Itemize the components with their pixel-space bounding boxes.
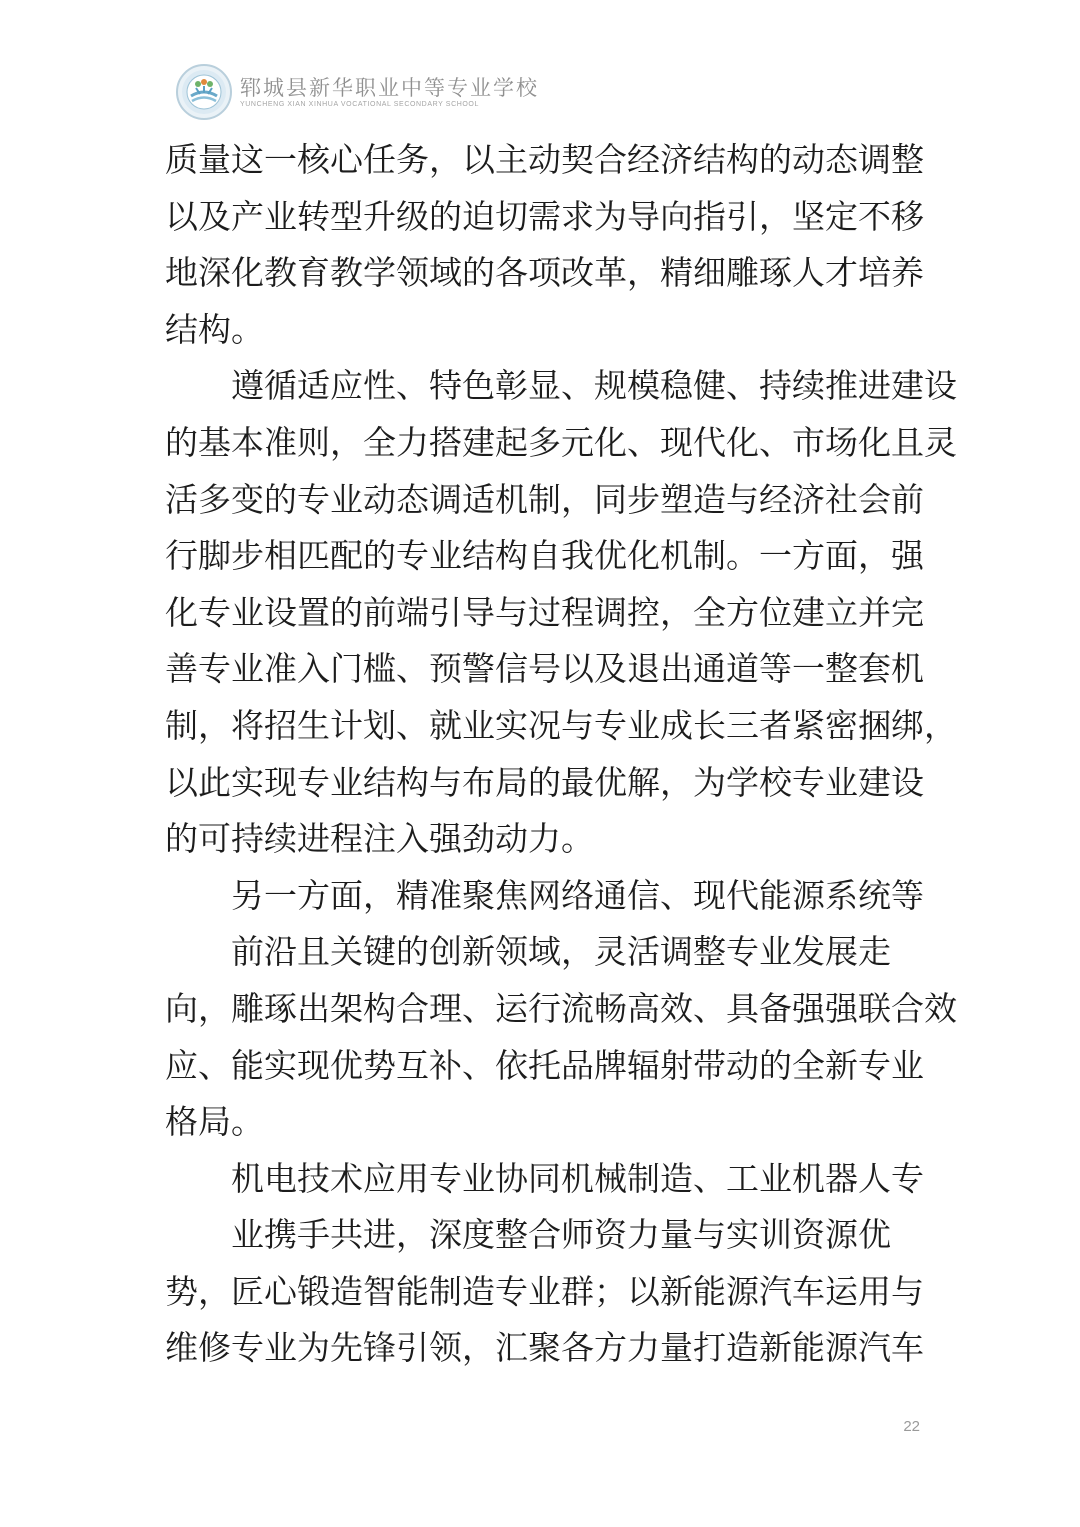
page-header bbox=[176, 64, 539, 120]
document-body bbox=[165, 132, 957, 1377]
text-line: 机电技术应用专业协同机械制造、工业机器人专 bbox=[165, 1158, 924, 1198]
text-line: 以及产业转型升级的迫切需求为导向指引，坚定不移 bbox=[165, 196, 924, 236]
text-line: 活多变的专业动态调适机制，同步塑造与经济社会前 bbox=[165, 479, 924, 519]
text-line: 另一方面，精准聚焦网络通信、现代能源系统等 bbox=[165, 875, 924, 915]
text-line: 质量这一核心任务，以主动契合经济结构的动态调整 bbox=[165, 140, 924, 179]
text-line: 以此实现专业结构与布局的最优解，为学校专业建设 bbox=[165, 762, 924, 802]
text-line: 应、能实现优势互补、依托品牌辐射带动的全新专业 bbox=[165, 1045, 924, 1085]
text-line: 格局。 bbox=[165, 1102, 264, 1142]
school-name: 郓城县新华职业中等专业学校 bbox=[240, 75, 539, 100]
school-name-english: YUNCHENG XIAN XINHUA VOCATIONAL SECONDARY SCHOOL bbox=[240, 100, 479, 108]
school-name-block bbox=[240, 76, 539, 109]
text-line: 化专业设置的前端引导与过程调控，全方位建立并完 bbox=[165, 592, 924, 632]
text-line: 地深化教育教学领域的各项改革，精细雕琢人才培养 bbox=[165, 253, 924, 293]
page-number: 22 bbox=[903, 1418, 920, 1435]
text-line: 势，匠心锻造智能制造专业群；以新能源汽车运用与 bbox=[165, 1271, 924, 1311]
text-line: 向，雕琢出架构合理、运行流畅高效、具备强强联合效 bbox=[165, 988, 957, 1028]
text-line: 制，将招生计划、就业实况与专业成长三者紧密捆绑， bbox=[165, 705, 957, 745]
text-line: 行脚步相匹配的专业结构自我优化机制。一方面，强 bbox=[165, 536, 924, 576]
text-line: 维修专业为先锋引领，汇聚各方力量打造新能源汽车 bbox=[165, 1328, 924, 1368]
school-logo-icon bbox=[176, 64, 232, 120]
text-line: 结构。 bbox=[165, 309, 264, 349]
text-line: 遵循适应性、特色彰显、规模稳健、持续推进建设 bbox=[165, 366, 957, 406]
text-line: 的基本准则，全力搭建起多元化、现代化、市场化且灵 bbox=[165, 422, 957, 462]
text-line: 业携手共进，深度整合师资力量与实训资源优 bbox=[165, 1215, 891, 1255]
text-line: 的可持续进程注入强劲动力。 bbox=[165, 819, 594, 859]
text-line: 前沿且关键的创新领域，灵活调整专业发展走 bbox=[165, 932, 891, 972]
text-line: 善专业准入门槛、预警信号以及退出通道等一整套机 bbox=[165, 649, 924, 689]
